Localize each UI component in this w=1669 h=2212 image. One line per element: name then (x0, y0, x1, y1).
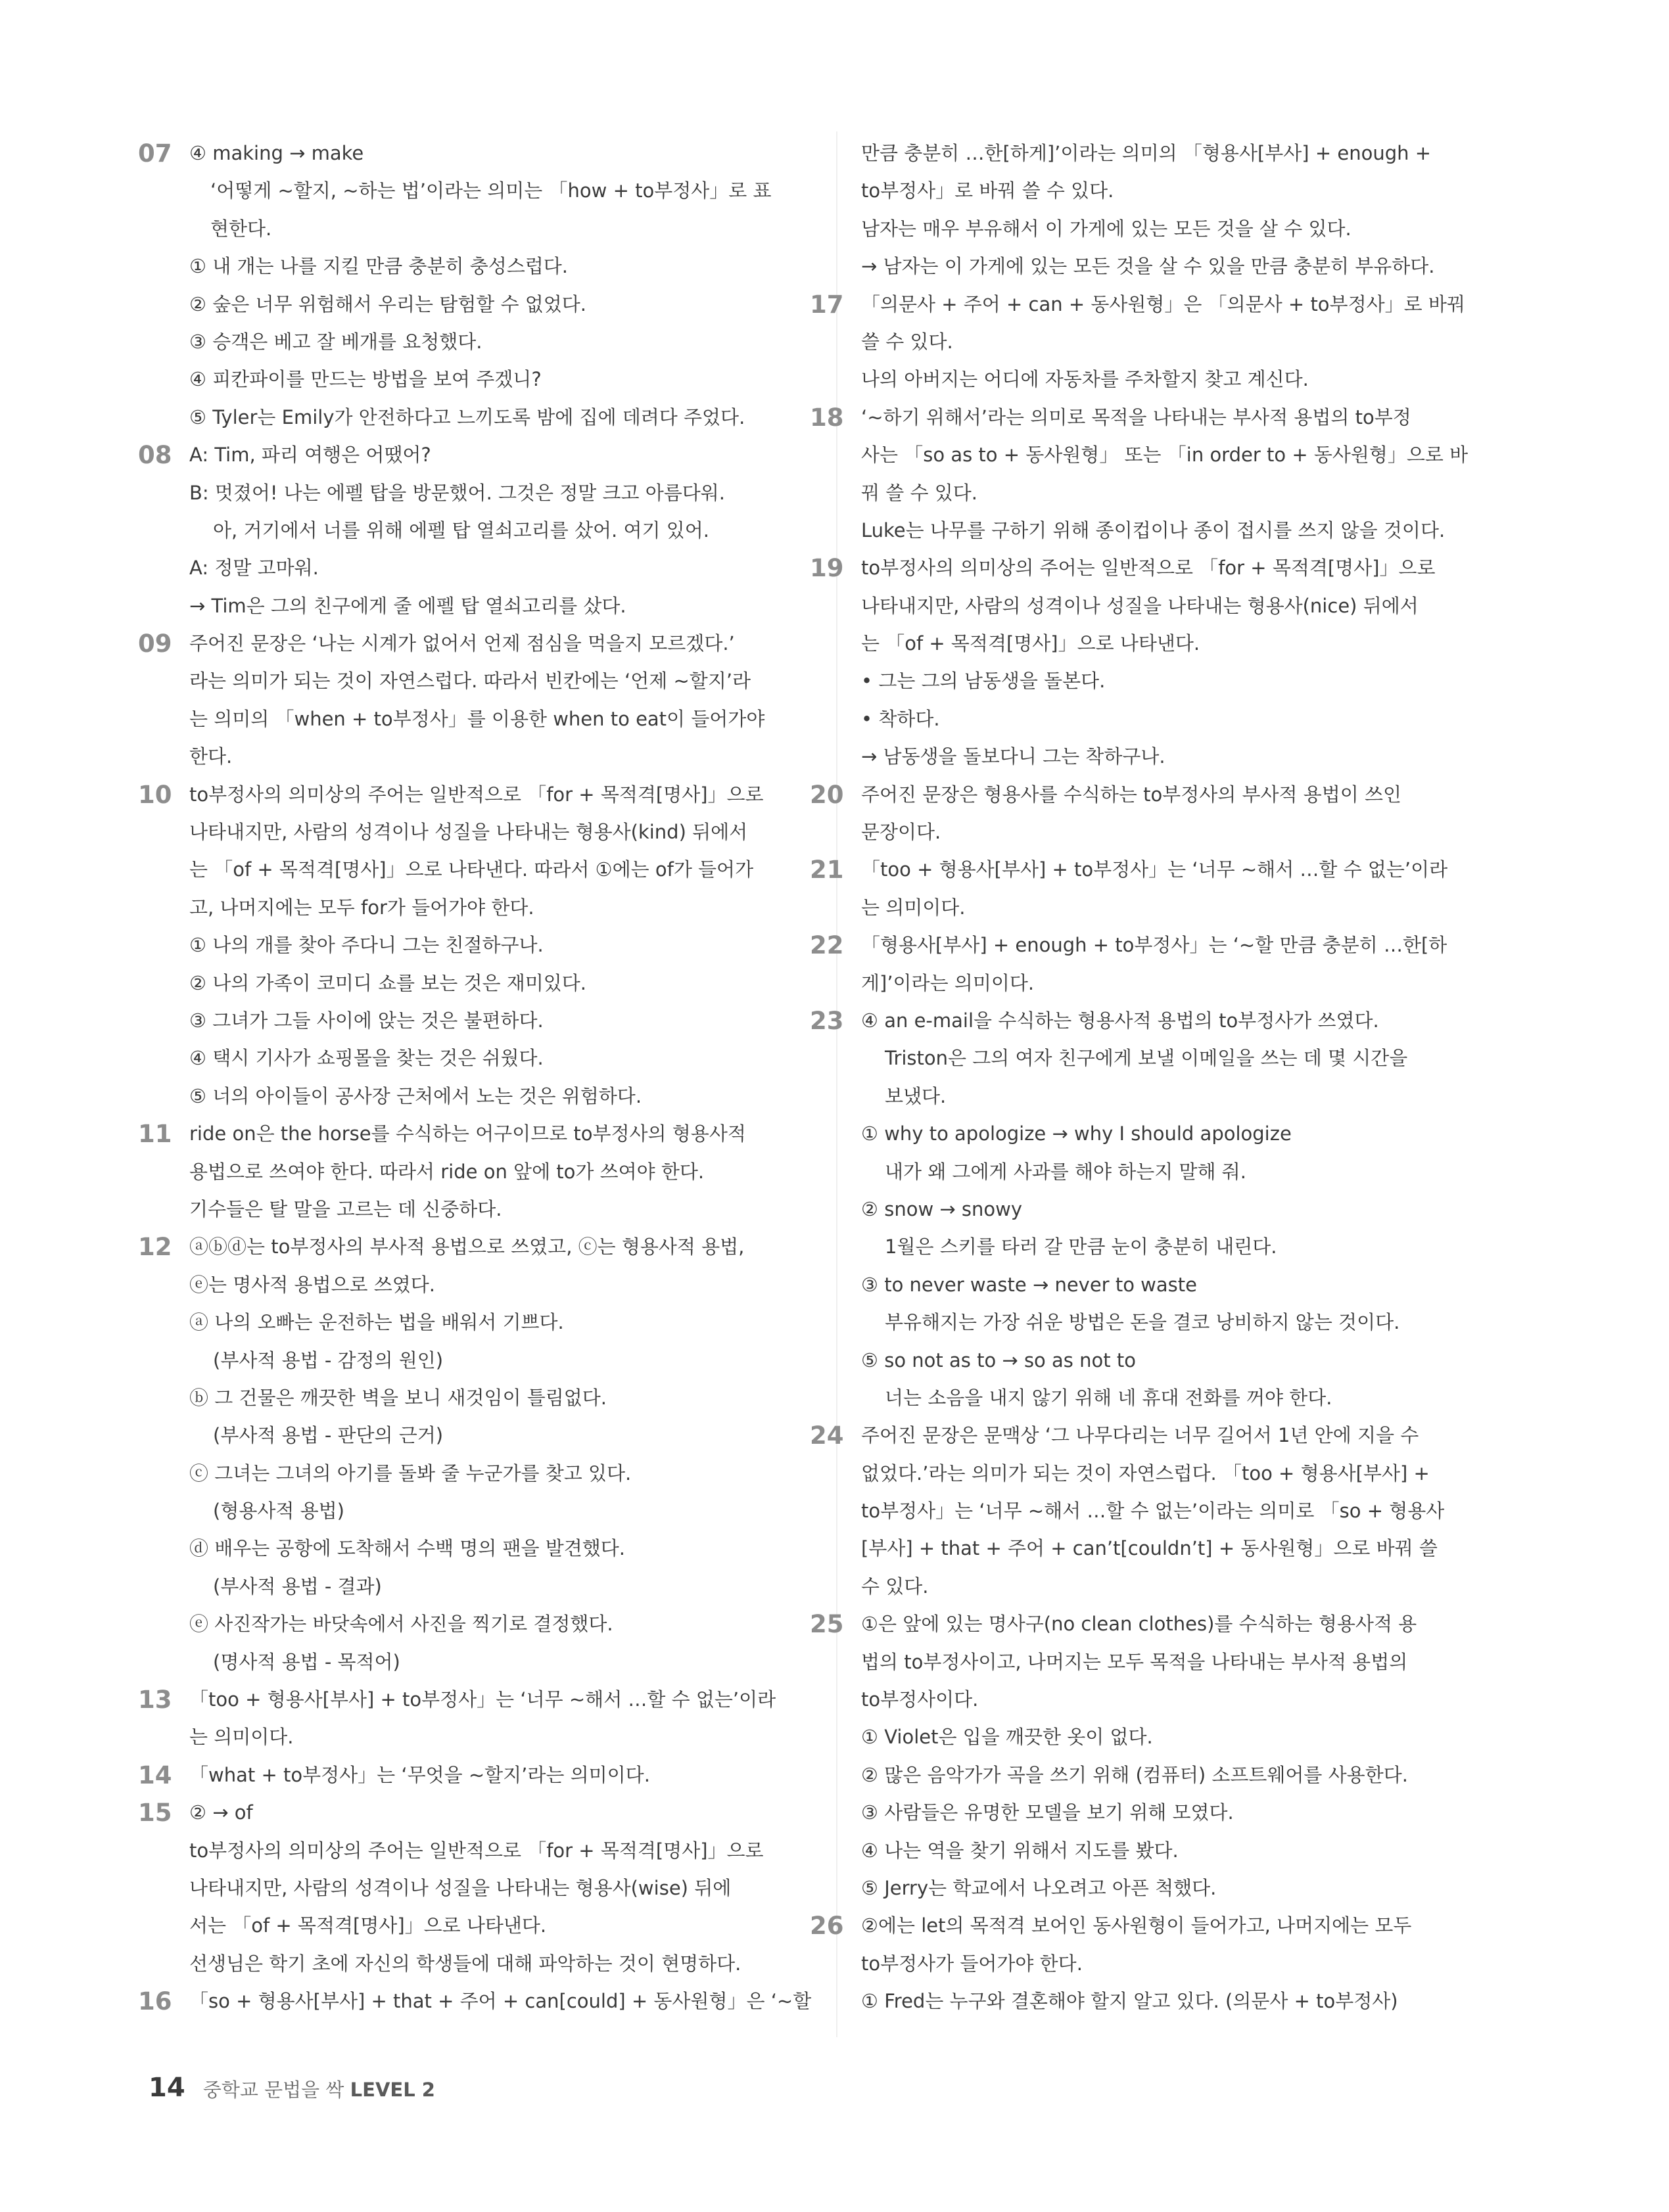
answer-text: [부사] + that + 주어 + can’t[couldn’t] + 동사원형」으로 바꿔 쓸 (861, 1537, 1438, 1560)
answer-line (189, 248, 820, 285)
answer-line (861, 210, 1476, 248)
answer-text: 나타내지만, 사람의 성격이나 성질을 나타내는 형용사(wise) 뒤에 (189, 1876, 732, 1899)
answer-line (861, 1568, 1476, 1605)
answer-text: 서는 「of + 목적격[명사]」으로 나타낸다. (189, 1914, 547, 1937)
answer-text: ① why to apologize → why I should apologize (861, 1122, 1292, 1145)
answer-text: 「too + 형용사[부사] + to부정사」는 ‘너무 ~해서 …할 수 없는’이라 (861, 858, 1448, 881)
answer-text: ③ to never waste → never to waste (861, 1273, 1197, 1296)
answer-line (189, 512, 820, 549)
answer-line (189, 1379, 820, 1417)
answer-line (810, 927, 1476, 964)
answer-text: A: 정말 고마워. (189, 557, 319, 580)
answer-line (189, 474, 820, 512)
answer-line (861, 1455, 1476, 1492)
answer-line (861, 1945, 1476, 1983)
answer-text: 쓸 수 있다. (861, 330, 953, 353)
answer-line (189, 172, 820, 210)
answer-line (138, 1115, 820, 1153)
answer-line (810, 1605, 1476, 1643)
answer-line (861, 588, 1476, 625)
answer-text: 는 「of + 목적격[명사]」으로 나타낸다. 따라서 ①에는 of가 들어가 (189, 858, 754, 881)
answer-text: to부정사의 의미상의 주어는 일반적으로 「for + 목적격[명사]」으로 (861, 557, 1436, 580)
answer-line (189, 210, 820, 248)
answer-line (810, 851, 1476, 888)
answer-text: ⓔ 사진작가는 바닷속에서 사진을 찍기로 결정했다. (189, 1613, 613, 1636)
answer-text: 선생님은 학기 초에 자신의 학생들에 대해 파악하는 것이 현명하다. (189, 1952, 741, 1975)
answer-text: ④ 택시 기사가 쇼핑몰을 찾는 것은 쉬웠다. (189, 1047, 544, 1070)
answer-text: ⑤ Jerry는 학교에서 나오려고 아픈 척했다. (861, 1876, 1217, 1899)
answer-line (861, 1530, 1476, 1567)
answer-text: ①은 앞에 있는 명사구(no clean clothes)를 수식하는 형용사적 용 (861, 1613, 1417, 1636)
answer-text: 「too + 형용사[부사] + to부정사」는 ‘너무 ~해서 …할 수 없는’이라 (189, 1688, 776, 1711)
answer-line (861, 1153, 1476, 1191)
answer-text: ① 나의 개를 찾아 주다니 그는 친절하구나. (189, 934, 544, 957)
answer-text: ‘어떻게 ~할지, ~하는 법’이라는 의미는 「how + to부정사」로 표 (210, 179, 772, 202)
answer-text: 는 의미이다. (861, 896, 966, 919)
answer-text: 한다. (189, 745, 233, 768)
answer-text: 「so + 형용사[부사] + that + 주어 + can[could] + 동사원형」은 ‘~할 (189, 1990, 812, 2013)
answer-line (189, 1492, 820, 1530)
answer-line (189, 399, 820, 436)
answer-line (810, 549, 1476, 587)
answer-text: ③ 승객은 베고 잘 베개를 요청했다. (189, 330, 482, 353)
answer-text: to부정사」로 바꿔 쓸 수 있다. (861, 179, 1114, 202)
answer-text: ② 많은 음악가가 곡을 쓰기 위해 (컴퓨터) 소프트웨어를 사용한다. (861, 1763, 1408, 1786)
answer-line (189, 1718, 820, 1756)
answer-line (861, 1115, 1476, 1153)
answer-line (189, 1832, 820, 1870)
answer-text: ⑤ Tyler는 Emily가 안전하다고 느끼도록 밤에 집에 데려다 주었다. (189, 405, 745, 428)
answer-line (861, 625, 1476, 662)
answer-line (138, 1681, 820, 1718)
answer-text: ② → of (189, 1801, 253, 1824)
answer-line (861, 436, 1476, 474)
answer-line (810, 1417, 1476, 1454)
answer-text: ④ making → make (189, 142, 364, 164)
answer-line (138, 436, 820, 474)
answer-line (861, 1040, 1476, 1077)
answer-line (861, 1644, 1476, 1681)
answer-line (189, 1870, 820, 1907)
answer-text: 만큼 충분히 …한[하게]’이라는 의미의 「형용사[부사] + enough + (861, 142, 1431, 164)
answer-line (189, 361, 820, 398)
answer-line (189, 286, 820, 323)
answer-line (861, 965, 1476, 1002)
answer-line (189, 549, 820, 587)
question-number: 19 (810, 554, 844, 583)
question-number: 21 (810, 856, 844, 885)
answer-line (861, 172, 1476, 210)
answer-text: 꿔 쓸 수 있다. (861, 481, 977, 504)
answer-line (138, 135, 820, 172)
answer-line (189, 1304, 820, 1341)
question-number: 25 (810, 1610, 844, 1639)
answer-line (138, 1983, 820, 2020)
answer-text: 보냈다. (885, 1084, 947, 1107)
answer-line (138, 776, 820, 814)
question-number: 11 (138, 1120, 172, 1149)
answer-line (189, 889, 820, 927)
answer-text: ⓔ는 명사적 용법으로 쓰였다. (189, 1273, 436, 1296)
answer-text: 는 「of + 목적격[명사]」으로 나타낸다. (861, 632, 1200, 655)
answer-line (138, 1794, 820, 1832)
answer-text: 주어진 문장은 문맥상 ‘그 나무다리는 너무 길어서 1년 안에 지을 수 (861, 1424, 1419, 1447)
answer-text: 없었다.’라는 의미가 되는 것이 자연스럽다. 「too + 형용사[부사] + (861, 1462, 1430, 1485)
question-number: 15 (138, 1799, 172, 1828)
answer-line (189, 1907, 820, 1945)
answer-text: 「형용사[부사] + enough + to부정사」는 ‘~할 만큼 충분히 …한[하 (861, 934, 1447, 957)
answer-text: A: Tim, 파리 여행은 어땠어? (189, 444, 431, 467)
answer-line (189, 1945, 820, 1983)
answer-line (138, 1757, 820, 1794)
answer-text: 는 의미이다. (189, 1726, 294, 1749)
answer-line (861, 1266, 1476, 1304)
answer-text: 현한다. (210, 217, 272, 240)
question-number: 17 (810, 290, 844, 319)
answer-line (189, 851, 820, 888)
answer-line (189, 965, 820, 1002)
answer-line (810, 399, 1476, 436)
answer-line (189, 1568, 820, 1605)
answer-text: 나타내지만, 사람의 성격이나 성질을 나타내는 형용사(nice) 뒤에서 (861, 594, 1419, 617)
question-number: 24 (810, 1421, 844, 1450)
answer-text: ⓐ 나의 오빠는 운전하는 법을 배워서 기쁘다. (189, 1311, 564, 1334)
question-number: 20 (810, 780, 844, 809)
answer-line (189, 1191, 820, 1228)
answer-text: 「의문사 + 주어 + can + 동사원형」은 「의문사 + to부정사」로 바꿔 (861, 292, 1465, 315)
answer-line (861, 1757, 1476, 1794)
answer-line (861, 135, 1476, 172)
answer-line (189, 1644, 820, 1681)
answer-text: • 그는 그의 남동생을 돌본다. (861, 670, 1106, 693)
answer-text: ⓐⓑⓓ는 to부정사의 부사적 용법으로 쓰였고, ⓒ는 형용사적 용법, (189, 1235, 745, 1258)
question-number: 14 (138, 1761, 172, 1789)
answer-text: ④ 피칸파이를 만드는 방법을 보여 주겠니? (189, 368, 542, 391)
answer-text: 는 의미의 「when + to부정사」를 이용한 when to eat이 들어가야 (189, 707, 765, 730)
answer-line (861, 1718, 1476, 1756)
answer-line (189, 927, 820, 964)
answer-text: to부정사」는 ‘너무 ~해서 …할 수 없는’이라는 의미로 「so + 형용사 (861, 1500, 1445, 1523)
answer-text: 용법으로 쓰여야 한다. 따라서 ride on 앞에 to가 쓰여야 한다. (189, 1160, 705, 1183)
answer-line (189, 1530, 820, 1567)
answer-text: 기수들은 탈 말을 고르는 데 신중하다. (189, 1197, 502, 1220)
answer-text: 라는 의미가 되는 것이 자연스럽다. 따라서 빈칸에는 ‘언제 ~할지’라 (189, 670, 751, 693)
answer-line (861, 1304, 1476, 1341)
answer-line (861, 1983, 1476, 2020)
question-number: 26 (810, 1912, 844, 1941)
answer-text: to부정사의 의미상의 주어는 일반적으로 「for + 목적격[명사]」으로 (189, 1839, 764, 1862)
answer-text: → 남자는 이 가게에 있는 모든 것을 살 수 있을 만큼 충분히 부유하다. (861, 255, 1435, 278)
answer-line (189, 1040, 820, 1077)
answer-text: Triston은 그의 여자 친구에게 보낼 이메일을 쓰는 데 몇 시간을 (885, 1047, 1408, 1070)
answer-line (189, 1605, 820, 1643)
answer-text: ② 나의 가족이 코미디 쇼를 보는 것은 재미있다. (189, 971, 586, 994)
answer-line (810, 776, 1476, 814)
page-footer (149, 2071, 435, 2104)
answer-text: 법의 to부정사이고, 나머지는 모두 목적을 나타내는 부사적 용법의 (861, 1650, 1408, 1673)
answer-text: 남자는 매우 부유해서 이 가게에 있는 모든 것을 살 수 있다. (861, 217, 1352, 240)
answer-text: 주어진 문장은 ‘나는 시계가 없어서 언제 점심을 먹을지 모르겠다.’ (189, 632, 735, 655)
answer-text: ① Fred는 누구와 결혼해야 할지 알고 있다. (의문사 + to부정사) (861, 1990, 1398, 2013)
answer-text: ‘~하기 위해서’라는 의미로 목적을 나타내는 부사적 용법의 to부정 (861, 405, 1411, 428)
answer-text: 1월은 스키를 타러 갈 만큼 눈이 충분히 내린다. (885, 1235, 1277, 1258)
answer-text: (부사적 용법 - 감정의 원인) (213, 1348, 444, 1371)
answer-text: 너는 소음을 내지 않기 위해 네 휴대 전화를 꺼야 한다. (885, 1386, 1332, 1409)
answer-line (189, 814, 820, 851)
answer-text: 게]’이라는 의미이다. (861, 971, 1035, 994)
answer-text: 부유해지는 가장 쉬운 방법은 돈을 결코 낭비하지 않는 것이다. (885, 1311, 1400, 1334)
answer-line (861, 1078, 1476, 1115)
question-number: 08 (138, 441, 172, 470)
answer-line (810, 1907, 1476, 1945)
answer-line (861, 1870, 1476, 1907)
answer-text: ⓑ 그 건물은 깨끗한 벽을 보니 새것임이 틀림없다. (189, 1386, 607, 1409)
answer-text: 사는 「so as to + 동사원형」 또는 「in order to + 동사원형」으로 바 (861, 444, 1469, 467)
question-number: 12 (138, 1233, 172, 1262)
answer-text: 아, 거기에서 너를 위해 에펠 탑 열쇠고리를 샀어. 여기 있어. (213, 518, 709, 541)
answer-line (861, 1191, 1476, 1228)
answer-line (861, 1832, 1476, 1870)
book-title: 중학교 문법을 싹 (202, 2079, 344, 2101)
answer-text: to부정사이다. (861, 1688, 979, 1711)
answer-text: ① 내 개는 나를 지킬 만큼 충분히 충성스럽다. (189, 255, 568, 278)
answer-text: 문장이다. (861, 821, 941, 844)
answer-text: ④ an e-mail을 수식하는 형용사적 용법의 to부정사가 쓰였다. (861, 1009, 1379, 1032)
right-column (810, 135, 1476, 2021)
answer-text: → Tim은 그의 친구에게 줄 에펠 탑 열쇠고리를 샀다. (189, 594, 626, 617)
answer-line (861, 1794, 1476, 1832)
answer-line (861, 361, 1476, 398)
answer-line (138, 625, 820, 662)
answer-line (861, 1681, 1476, 1718)
question-number: 13 (138, 1686, 172, 1715)
answer-text: 수 있다. (861, 1575, 929, 1598)
answer-line (861, 1379, 1476, 1417)
answer-line (861, 474, 1476, 512)
answer-text: 주어진 문장은 형용사를 수식하는 to부정사의 부사적 용법이 쓰인 (861, 783, 1402, 806)
answer-text: ⑤ 너의 아이들이 공사장 근처에서 노는 것은 위험하다. (189, 1084, 642, 1107)
answer-line (861, 662, 1476, 700)
question-number: 09 (138, 630, 172, 658)
answer-text: ⓓ 배우는 공항에 도착해서 수백 명의 팬을 발견했다. (189, 1537, 626, 1560)
answer-line (189, 738, 820, 775)
answer-line (189, 323, 820, 361)
answer-line (861, 323, 1476, 361)
book-level: LEVEL 2 (350, 2079, 435, 2101)
answer-text: 내가 왜 그에게 사과를 해야 하는지 말해 줘. (885, 1160, 1246, 1183)
question-number: 18 (810, 403, 844, 432)
answer-text: • 착하다. (861, 707, 940, 730)
answer-text: B: 멋졌어! 나는 에펠 탑을 방문했어. 그것은 정말 크고 아름다워. (189, 481, 726, 504)
answer-text: (형용사적 용법) (213, 1500, 344, 1523)
question-number: 07 (138, 139, 172, 168)
answer-text: ① Violet은 입을 깨끗한 옷이 없다. (861, 1726, 1153, 1749)
question-number: 10 (138, 780, 172, 809)
answer-text: ride on은 the horse를 수식하는 어구이므로 to부정사의 형용사적 (189, 1122, 746, 1145)
answer-text: to부정사가 들어가야 한다. (861, 1952, 1083, 1975)
answer-text: ②에는 let의 목적격 보어인 동사원형이 들어가고, 나머지에는 모두 (861, 1914, 1412, 1937)
page-number: 14 (149, 2073, 185, 2103)
answer-text: Luke는 나무를 구하기 위해 종이컵이나 종이 접시를 쓰지 않을 것이다. (861, 518, 1446, 541)
answer-text: (부사적 용법 - 결과) (213, 1575, 382, 1598)
left-column (138, 135, 820, 2021)
answer-line (861, 1492, 1476, 1530)
answer-text: ④ 나는 역을 찾기 위해서 지도를 봤다. (861, 1839, 1179, 1862)
answer-line (861, 889, 1476, 927)
answer-line (189, 588, 820, 625)
question-number: 22 (810, 931, 844, 960)
answer-text: 나의 아버지는 어디에 자동차를 주차할지 찾고 계신다. (861, 368, 1309, 391)
answer-line (189, 1002, 820, 1040)
answer-line (861, 512, 1476, 549)
answer-text: 「what + to부정사」는 ‘무엇을 ~할지’라는 의미이다. (189, 1763, 650, 1786)
answer-line (189, 1417, 820, 1454)
answer-text: ③ 그녀가 그들 사이에 앉는 것은 불편하다. (189, 1009, 544, 1032)
answer-line (810, 1002, 1476, 1040)
answer-text: → 남동생을 돌보다니 그는 착하구나. (861, 745, 1165, 768)
answer-line (861, 814, 1476, 851)
answer-text: to부정사의 의미상의 주어는 일반적으로 「for + 목적격[명사]」으로 (189, 783, 764, 806)
answer-text: (명사적 용법 - 목적어) (213, 1650, 400, 1673)
answer-line (189, 1078, 820, 1115)
answer-line (861, 1342, 1476, 1379)
question-number: 23 (810, 1006, 844, 1035)
answer-text: ⑤ so not as to → so as not to (861, 1348, 1136, 1371)
answer-line (189, 1342, 820, 1379)
answer-text: 고, 나머지에는 모두 for가 들어가야 한다. (189, 896, 534, 919)
answer-line (861, 248, 1476, 285)
answer-line (189, 1266, 820, 1304)
answer-line (861, 738, 1476, 775)
answer-text: (부사적 용법 - 판단의 근거) (213, 1424, 444, 1447)
answer-line (861, 1228, 1476, 1266)
answer-line (189, 662, 820, 700)
answer-text: 나타내지만, 사람의 성격이나 성질을 나타내는 형용사(kind) 뒤에서 (189, 821, 748, 844)
answer-text: ③ 사람들은 유명한 모델을 보기 위해 모였다. (861, 1801, 1234, 1824)
answer-line (810, 286, 1476, 323)
answer-line (189, 701, 820, 738)
answer-text: ② snow → snowy (861, 1197, 1023, 1220)
answer-text: ⓒ 그녀는 그녀의 아기를 돌봐 줄 누군가를 찾고 있다. (189, 1462, 632, 1485)
answer-line (189, 1153, 820, 1191)
answer-text: ② 숲은 너무 위험해서 우리는 탐험할 수 없었다. (189, 292, 586, 315)
answer-line (189, 1455, 820, 1492)
answer-line (138, 1228, 820, 1266)
question-number: 16 (138, 1987, 172, 2016)
answer-line (861, 701, 1476, 738)
